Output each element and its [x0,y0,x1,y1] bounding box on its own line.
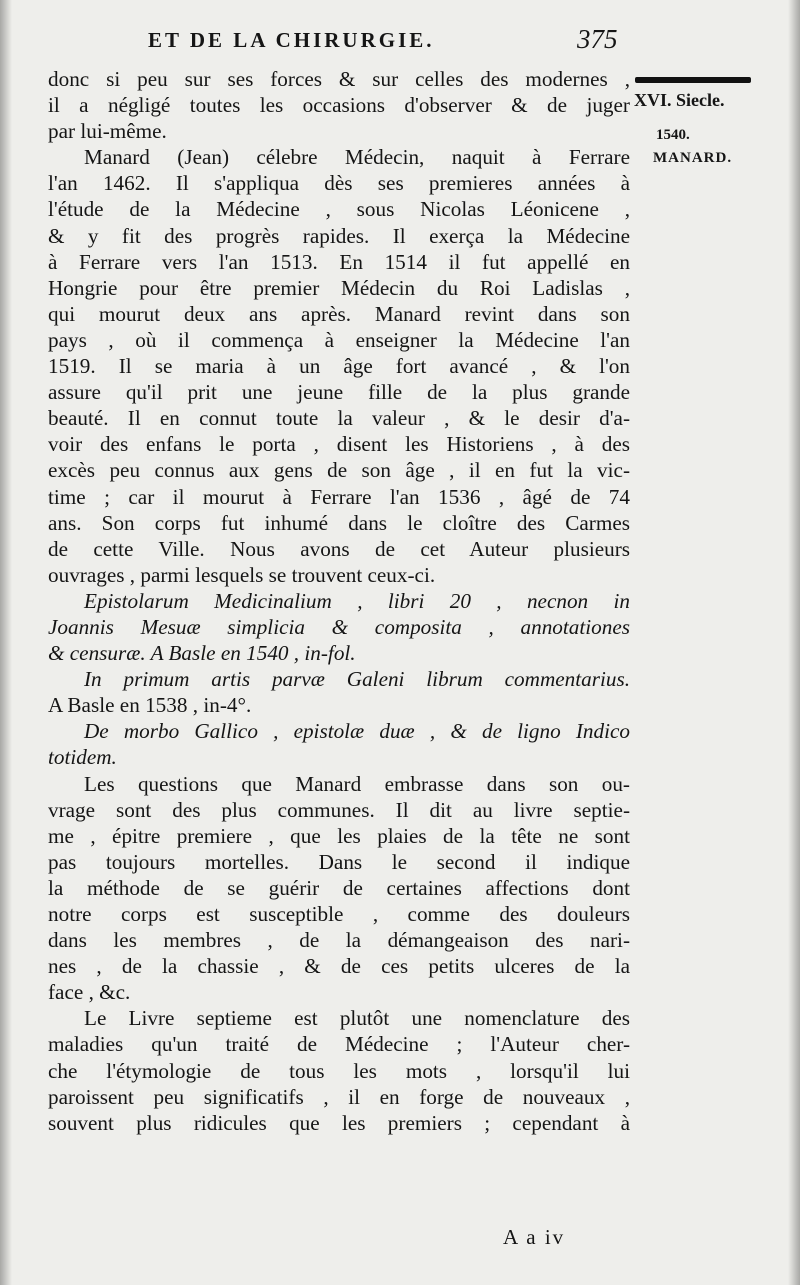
text-line: face , &c. [48,980,131,1005]
text-line: 1519. Il se maria à un âge fort avancé , & l'on [48,354,630,379]
text-line: time ; car il mourut à Ferrare l'an 1536 , âgé de 74 [48,484,630,509]
signature-mark: A a iv [503,1225,566,1249]
text-line: notre corps est susceptible , comme des douleurs [48,902,630,926]
text-line: & y fit des progrès rapides. Il exerça la Médecine [48,223,630,248]
text-line: vrage sont des plus communes. Il dit au livre septie- [48,797,630,822]
text-line: pays , où il commença à enseigner la Médecine l'an [48,327,630,352]
text-line: paroissent peu significatifs , il en forge de nouveaux , [48,1084,630,1109]
running-head: ET DE LA CHIRURGIE. [148,28,435,52]
margin-rule [635,77,751,83]
text-line: par lui-même. [48,119,167,144]
page-number: 375 [577,24,618,54]
text-line: A Basle en 1538 , in-4°. [48,693,252,718]
text-line: dans les membres , de la démangeaison des nari- [48,928,630,953]
text-line: Joannis Mesuæ simplicia & composita , annotationes [48,614,630,639]
text-line: beauté. Il en connut toute la valeur , & le desir d'a- [48,406,630,431]
text-line: donc si peu sur ses forces & sur celles des modernes , [48,67,630,91]
text-line: de cette Ville. Nous avons de cet Auteur plusieurs [48,536,630,561]
page-edge-right [788,0,800,1285]
page-edge-left [0,0,12,1285]
margin-name: MANARD. [653,150,733,166]
text-line: Les questions que Manard embrasse dans son ou- [84,771,630,796]
text-line: à Ferrare vers l'an 1513. En 1514 il fut appellé en [48,249,630,274]
text-line: Le Livre septieme est plutôt une nomenclature des [84,1006,630,1031]
text-line: maladies qu'un traité de Médecine ; l'Auteur cher- [48,1032,630,1057]
text-line: totidem. [48,745,117,770]
text-line: assure qu'il prit une jeune fille de la plus grande [48,380,630,405]
margin-century: XVI. Siecle. [634,90,725,110]
text-line: l'an 1462. Il s'appliqua dès ses premieres années à [48,171,630,196]
margin-year: 1540. [656,127,690,143]
text-line: me , épitre premiere , que les plaies de la tête ne sont [48,823,630,848]
text-line: ans. Son corps fut inhumé dans le cloître des Carmes [48,510,630,535]
text-line: la méthode de se guérir de certaines affections dont [48,875,630,900]
text-line: & censuræ. A Basle en 1540 , in-fol. [48,641,356,666]
text-line: Epistolarum Medicinalium , libri 20 , necnon in [84,588,630,613]
text-line: nes , de la chassie , & de ces petits ulceres de la [48,954,630,979]
text-line: De morbo Gallico , epistolæ duæ , & de ligno Indico [84,719,630,744]
text-line: ouvrages , parmi lesquels se trouvent ceux-ci. [48,562,436,587]
text-line: qui mourut deux ans après. Manard revint dans son [48,301,630,326]
text-line: voir des enfans le porta , disent les Historiens , à des [48,432,630,457]
text-line: pas toujours mortelles. Dans le second il indique [48,849,630,874]
text-line: che l'étymologie de tous les mots , lorsqu'il lui [48,1058,630,1083]
text-line: il a négligé toutes les occasions d'observer & de juger [48,93,630,118]
text-line: In primum artis parvæ Galeni librum commentarius. [84,667,630,692]
text-line: souvent plus ridicules que les premiers ; cependant à [48,1110,630,1135]
text-line: Hongrie pour être premier Médecin du Roi Ladislas , [48,275,630,300]
text-line: l'étude de la Médecine , sous Nicolas Léonicene , [48,197,630,222]
body-text [48,66,630,1136]
text-line: Manard (Jean) célebre Médecin, naquit à Ferrare [84,145,630,170]
text-line: excès peu connus aux gens de son âge , il en fut la vic- [48,458,630,483]
